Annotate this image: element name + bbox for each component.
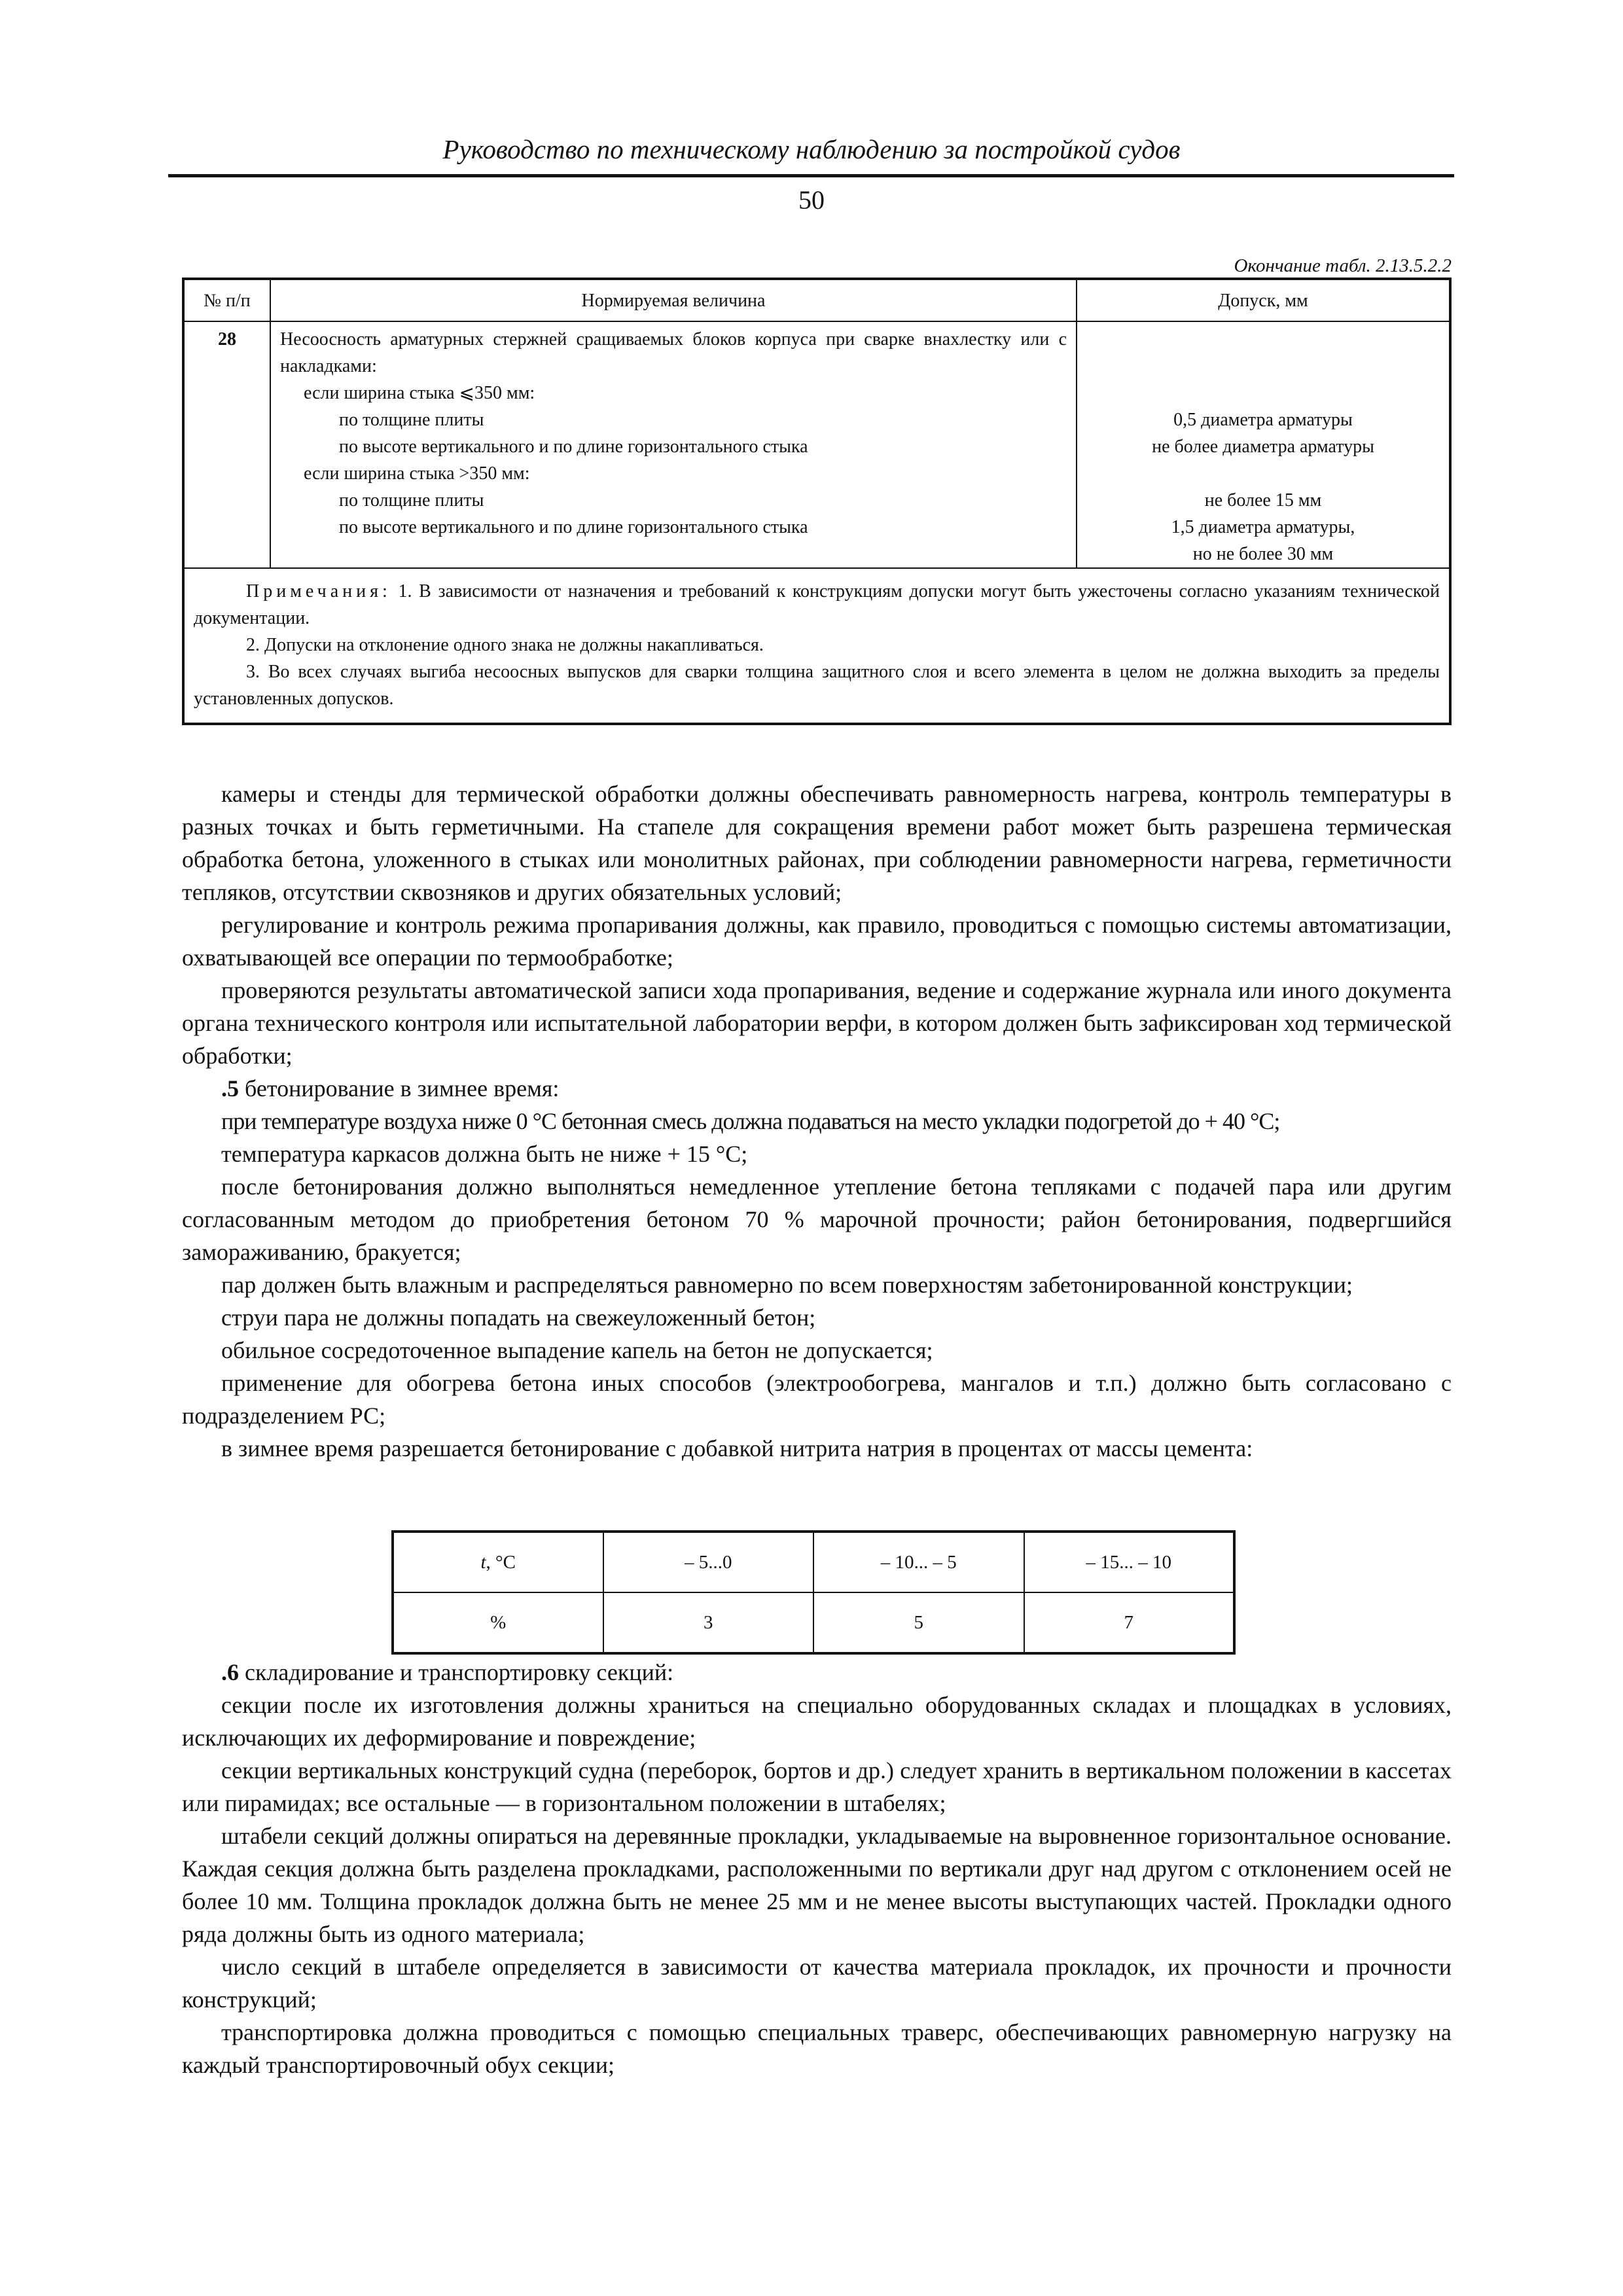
value-line: по высоте вертикального и по длине горизонтального стыка — [339, 437, 808, 457]
table-notes — [183, 568, 1450, 724]
percent-cell: 3 — [603, 1592, 814, 1653]
percent-cell: 7 — [1024, 1592, 1235, 1653]
temp-cell: – 5...0 — [603, 1532, 814, 1592]
value-line: по толщине плиты — [339, 490, 484, 511]
value-line: если ширина стыка ⩽350 мм: — [304, 383, 535, 403]
paragraph: применение для обогрева бетона иных способов (электрообогрева, мангалов и т.п.) должно быть согласовано с подразделением РС; — [182, 1370, 1452, 1429]
note-item: 2. Допуски на отклонение одного знака не должны накапливаться. — [246, 635, 764, 655]
percent-label: % — [393, 1592, 603, 1653]
paragraph: после бетонирования должно выполняться немедленное утепление бетона тепляками с подачей пара или другим согласованным методом до приобретения бетоном 70 % марочной прочности; район бетонирования, подвергшийся замораживанию, бракуется; — [182, 1174, 1452, 1265]
value-line: если ширина стыка >350 мм: — [304, 463, 530, 484]
header-tolerance: Допуск, мм — [1077, 279, 1450, 321]
temp-cell: – 15... – 10 — [1024, 1532, 1235, 1592]
paragraph: в зимнее время разрешается бетонирование с добавкой нитрита натрия в процентах от массы цемента: — [221, 1435, 1253, 1462]
percent-row — [393, 1592, 1234, 1653]
page-number: 50 — [798, 185, 825, 215]
table-caption: Окончание табл. 2.13.5.2.2 — [1234, 255, 1452, 276]
paragraph: камеры и стенды для термической обработки должны обеспечивать равномерность нагрева, контроль температуры в разных точках и быть герметичными. На стапеле для сокращения времени работ может быть разрешена термическая обработка бетона, уложенного в стыках или монолитных районах, при соблюдении равномерности нагрева, герметичности тепляков, отсутствии сквозняков и других обязательных условий; — [182, 781, 1452, 905]
body-block-2 — [182, 1656, 1452, 2081]
paragraph: штабели секций должны опираться на деревянные прокладки, укладываемые на выровненное горизонтальное основание. Каждая секция должна быть разделена прокладками, расположенными по вертикали друг над другом с отклонением осей не более 10 мм. Толщина прокладок должна быть не менее 25 мм и не менее высоты выступающих частей. Прокладки одного ряда должны быть из одного материала; — [182, 1823, 1452, 1947]
value-line: по высоте вертикального и по длине горизонтального стыка — [339, 517, 808, 537]
notes-row — [183, 568, 1450, 724]
temp-label: t, °C — [393, 1532, 603, 1592]
body-block-1 — [182, 778, 1452, 1465]
tolerance-table — [182, 278, 1452, 725]
tolerance-line: не более диаметра арматуры — [1152, 437, 1374, 457]
temperature-table — [391, 1530, 1236, 1655]
header-rule — [168, 174, 1454, 177]
tolerance-line: 1,5 диаметра арматуры, — [1171, 517, 1355, 537]
temp-cell: – 10... – 5 — [813, 1532, 1024, 1592]
row-value — [270, 321, 1077, 568]
paragraph: проверяются результаты автоматической записи хода пропаривания, ведение и содержание журнала или иного документа органа технического контроля или испытательной лаборатории верфи, в котором должен быть зафиксирован ход термической обработки; — [182, 977, 1452, 1069]
paragraph: струи пара не должны попадать на свежеуложенный бетон; — [221, 1304, 816, 1331]
paragraph: секции после их изготовления должны храниться на специально оборудованных складах и площадках в условиях, исключающих их деформирование и повреждение; — [182, 1692, 1452, 1751]
section-heading-5: .5 бетонирование в зимнее время: — [221, 1075, 560, 1102]
paragraph: температура каркасов должна быть не ниже + 15 °С; — [221, 1141, 748, 1167]
paragraph: регулирование и контроль режима пропаривания должны, как правило, проводиться с помощью системы автоматизации, охватывающей все операции по термообработке; — [182, 912, 1452, 971]
table-row — [183, 321, 1450, 568]
paragraph: секции вертикальных конструкций судна (переборок, бортов и др.) следует хранить в вертикальном положении в кассетах или пирамидах; все остальные — в горизонтальном положении в штабелях; — [182, 1757, 1452, 1816]
tolerance-line: 0,5 диаметра арматуры — [1173, 410, 1353, 430]
value-line: Несоосность арматурных стержней сращиваемых блоков корпуса при сварке внахлестку или с накладками: — [280, 329, 1067, 376]
tolerance-line: но не более 30 мм — [1192, 544, 1334, 564]
header-value: Нормируемая величина — [270, 279, 1077, 321]
paragraph: транспортировка должна проводиться с помощью специальных траверс, обеспечивающих равномерную нагрузку на каждый транспортировочный обух секции; — [182, 2019, 1452, 2078]
row-tolerance — [1077, 321, 1450, 568]
notes-label: Примечания: — [246, 581, 391, 601]
temp-row — [393, 1532, 1234, 1592]
value-line: по толщине плиты — [339, 410, 484, 430]
table-header-row — [183, 279, 1450, 321]
header-num: № п/п — [183, 279, 270, 321]
paragraph: при температуре воздуха ниже 0 °С бетонная смесь должна подаваться на место укладки подогретой до + 40 °С; — [221, 1108, 1280, 1134]
paragraph: пар должен быть влажным и распределяться равномерно по всем поверхностям забетонированной конструкции; — [221, 1272, 1353, 1298]
paragraph: обильное сосредоточенное выпадение капель на бетон не допускается; — [221, 1337, 933, 1363]
note-item: 3. Во всех случаях выгиба несоосных выпусков для сварки толщина защитного слоя и всего элемента в целом не должна выходить за пределы установленных допусков. — [194, 662, 1440, 709]
running-header: Руководство по техническому наблюдению за постройкой судов — [442, 134, 1181, 164]
percent-cell: 5 — [813, 1592, 1024, 1653]
section-heading-6: .6 складирование и транспортировку секций: — [221, 1659, 674, 1685]
row-number: 28 — [183, 321, 270, 568]
note-item: 1. В зависимости от назначения и требований к конструкциям допуски могут быть ужесточены согласно указаниям технической документации. — [194, 581, 1440, 628]
tolerance-line: не более 15 мм — [1204, 490, 1322, 511]
paragraph: число секций в штабеле определяется в зависимости от качества материала прокладок, их прочности и прочности конструкций; — [182, 1954, 1452, 2013]
